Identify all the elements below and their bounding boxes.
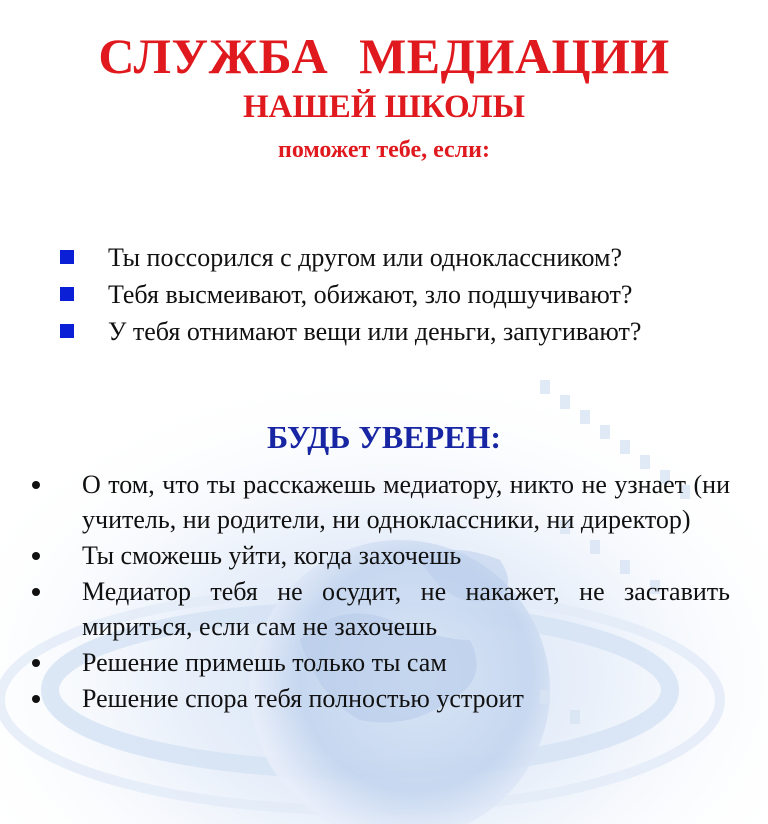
- assurance-text: Решение примешь только ты сам: [82, 648, 447, 677]
- assurance-heading: БУДЬ УВЕРЕН:: [266, 419, 502, 455]
- assurance-list: [30, 467, 730, 717]
- question-item: [60, 276, 641, 313]
- poster-subtitle: поможет тебе, если:: [278, 137, 490, 163]
- dot-bullet-icon: [32, 552, 40, 560]
- assurance-text: Решение спора тебя полностью устроит: [82, 684, 524, 713]
- square-bullet-icon: [60, 250, 74, 264]
- dot-bullet-icon: [32, 588, 40, 596]
- assurance-item: [30, 538, 730, 573]
- question-text: У тебя отнимают вещи или деньги, запугивают?: [108, 317, 642, 346]
- assurance-item: [30, 681, 730, 716]
- assurance-text: Медиатор тебя не осудит, не накажет, не заставить мириться, если сам не захочешь: [82, 577, 730, 641]
- question-text: Тебя высмеивают, обижают, зло подшучивают?: [108, 280, 633, 309]
- assurance-item: [30, 467, 730, 537]
- dot-bullet-icon: [32, 695, 40, 703]
- question-text: Ты поссорился с другом или одноклассником?: [108, 243, 623, 272]
- assurance-text: Ты сможешь уйти, когда захочешь: [82, 541, 462, 570]
- poster-title: СЛУЖБА МЕДИАЦИИ: [98, 28, 670, 84]
- question-item: [60, 313, 641, 350]
- assurance-item: [30, 574, 730, 644]
- poster-title-line2: НАШЕЙ ШКОЛЫ: [242, 89, 526, 125]
- assurance-item: [30, 645, 730, 680]
- dot-bullet-icon: [32, 659, 40, 667]
- questions-list: [60, 239, 641, 350]
- square-bullet-icon: [60, 324, 74, 338]
- question-item: [60, 239, 641, 276]
- square-bullet-icon: [60, 287, 74, 301]
- assurance-text: О том, что ты расскажешь медиатору, никто не узнает (ни учитель, ни родители, ни одноклассники, ни директор): [82, 470, 730, 534]
- dot-bullet-icon: [32, 481, 40, 489]
